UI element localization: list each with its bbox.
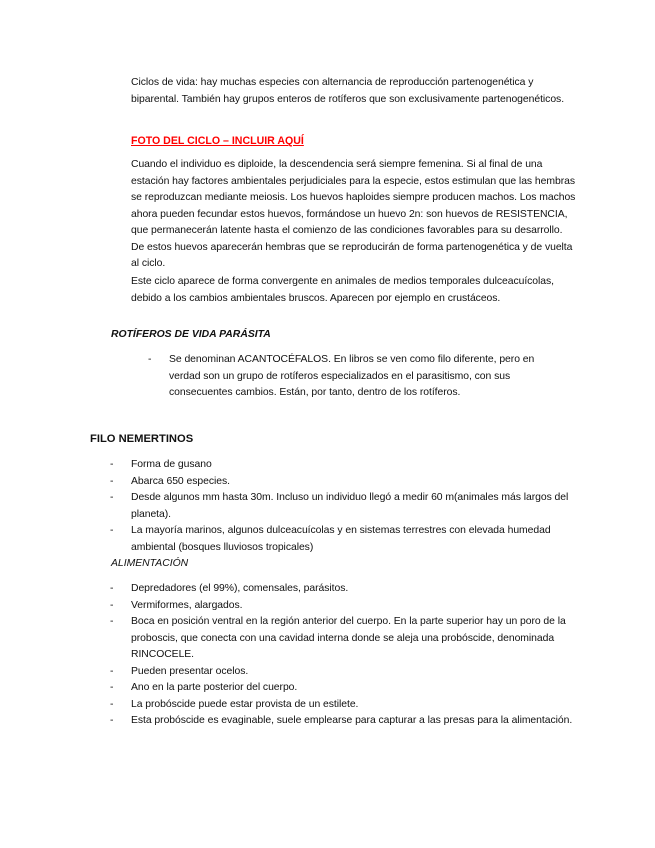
- list-item: [110, 474, 580, 491]
- list-item-text: Se denominan ACANTOCÉFALOS. En libros se ven como filo diferente, pero en verdad son un grupo de rotíferos especializados en el parasitismo, con sus consecuentes cambios. Están, por tanto, dentro de los rotíferos.: [169, 354, 535, 398]
- dash-bullet: -: [110, 475, 114, 487]
- list-item: [110, 490, 580, 523]
- dash-bullet: -: [110, 698, 114, 710]
- heading-filo-nemertinos: FILO NEMERTINOS: [90, 433, 194, 445]
- list-item-text: Ano en la parte posterior del cuerpo.: [131, 682, 298, 693]
- alimentacion-list: [110, 581, 580, 730]
- dash-bullet: -: [110, 715, 114, 726]
- dash-bullet: -: [110, 665, 114, 677]
- subheading-alimentacion: ALIMENTACIÓN: [111, 558, 189, 569]
- list-item: [110, 697, 580, 714]
- list-item-text: Vermiformes, alargados.: [131, 599, 243, 611]
- list-item: [110, 598, 580, 615]
- nemertinos-list: [110, 457, 580, 556]
- list-item: [110, 713, 580, 730]
- parasita-list: [148, 352, 548, 402]
- dash-bullet: -: [110, 583, 114, 594]
- dash-bullet: -: [110, 525, 114, 536]
- list-item-text: La mayoría marinos, algunos dulceacuícolas y en sistemas terrestres con elevada humedad ambiental (bosques lluviosos tropicales): [131, 525, 551, 553]
- photo-placeholder-link[interactable]: FOTO DEL CICLO – INCLUIR AQUÍ: [131, 135, 304, 147]
- dash-bullet: -: [110, 492, 114, 503]
- dash-bullet: -: [110, 682, 114, 693]
- list-item-text: Esta probóscide es evaginable, suele emplearse para capturar a las presas para la alimentación.: [131, 715, 573, 726]
- subheading-rotiferos-parasitos: ROTÍFEROS DE VIDA PARÁSITA: [111, 329, 271, 340]
- paragraph-ciclos-de-vida: Ciclos de vida: hay muchas especies con alternancia de reproducción partenogenética y biparental. También hay grupos enteros de rotíferos que son exclusivamente partenogenéticos.: [131, 77, 565, 105]
- list-item: [110, 664, 580, 681]
- list-item: [110, 581, 580, 598]
- dash-bullet: -: [110, 459, 114, 470]
- dash-bullet: -: [148, 354, 152, 365]
- list-item: [110, 523, 580, 556]
- list-item: [148, 352, 548, 402]
- list-item-text: Pueden presentar ocelos.: [131, 665, 249, 677]
- list-item-text: Depredadores (el 99%), comensales, parásitos.: [131, 583, 349, 594]
- list-item-text: Desde algunos mm hasta 30m. Incluso un individuo llegó a medir 60 m(animales más largos del planeta).: [131, 492, 569, 520]
- list-item-text: La probóscide puede estar provista de un estilete.: [131, 698, 359, 710]
- dash-bullet: -: [110, 616, 114, 627]
- list-item: [110, 614, 580, 664]
- list-item-text: Forma de gusano: [131, 459, 212, 470]
- list-item-text: Abarca 650 especies.: [131, 475, 230, 487]
- list-item: [110, 680, 580, 697]
- paragraph-convergente: Este ciclo aparece de forma convergente en animales de medios temporales dulceacuícolas, debido a los cambios ambientales bruscos. Aparecen por ejemplo en crustáceos.: [131, 276, 555, 304]
- list-item-text: Boca en posición ventral en la región anterior del cuerpo. En la parte superior hay un poro de la proboscis, que conecta con una cavidad interna donde se aleja una probóscide, denominada RINCOCELE.: [131, 616, 566, 660]
- dash-bullet: -: [110, 599, 114, 611]
- list-item: [110, 457, 580, 474]
- paragraph-diploide: Cuando el individuo es diploide, la descendencia será siempre femenina. Si al final de una estación hay factores ambientales perjudiciales para la especie, estos estimulan que las hembras se reproduzcan mediante meiosis. Los huevos haploides siempre producen machos. Los machos ahora pueden fecundar estos huevos, formándose un huevo 2n: son huevos de RESISTENCIA, que permanecerán latente hasta el comienzo de las condiciones favorables para su desarrollo. De estos huevos aparecerán hembras que se reproducirán de forma partenogenética y de vuelta al ciclo.: [131, 159, 576, 269]
